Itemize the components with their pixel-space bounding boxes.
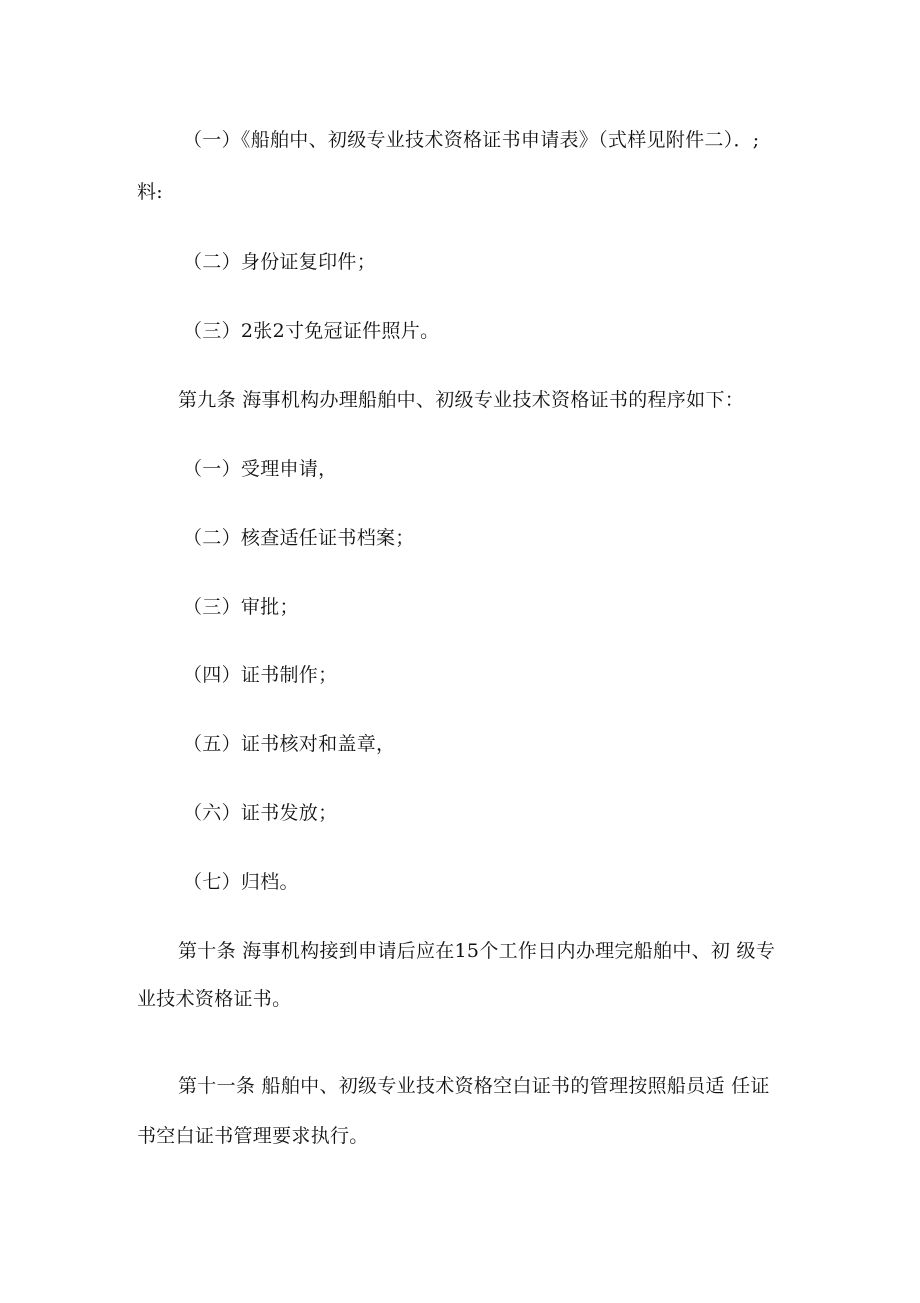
article-9-heading: 第九条 海事机构办理船舶中、初级专业技术资格证书的程序如下： <box>178 389 745 411</box>
item-id-copy: （二）身份证复印件； <box>183 251 377 273</box>
procedure-step-2: （二）核查适任证书档案； <box>183 527 415 549</box>
procedure-step-5: （五）证书核对和盖章， <box>183 733 396 755</box>
procedure-step-4: （四）证书制作； <box>183 664 338 686</box>
procedure-step-1: （一）受理申请， <box>183 458 338 480</box>
article-10-line-1: 第十条 海事机构接到申请后应在15个工作日内办理完船舶中、初 级专 <box>178 940 776 962</box>
item-photos: （三）2张2寸免冠证件照片。 <box>183 320 440 342</box>
procedure-step-3: （三）审批； <box>183 596 299 618</box>
procedure-step-6: （六）证书发放； <box>183 802 338 824</box>
article-11-line-1: 第十一条 船舶中、初级专业技术资格空白证书的管理按照船员适 任证 <box>178 1075 770 1097</box>
article-11-line-2: 书空白证书管理要求执行。 <box>137 1125 369 1147</box>
materials-label: 料: <box>137 181 164 203</box>
item-application-form: （一）《船舶中、初级专业技术资格证书申请表》（式样见附件二）．; <box>183 129 760 151</box>
article-10-line-2: 业技术资格证书。 <box>137 988 292 1010</box>
procedure-step-7: （七）归档。 <box>183 871 299 893</box>
